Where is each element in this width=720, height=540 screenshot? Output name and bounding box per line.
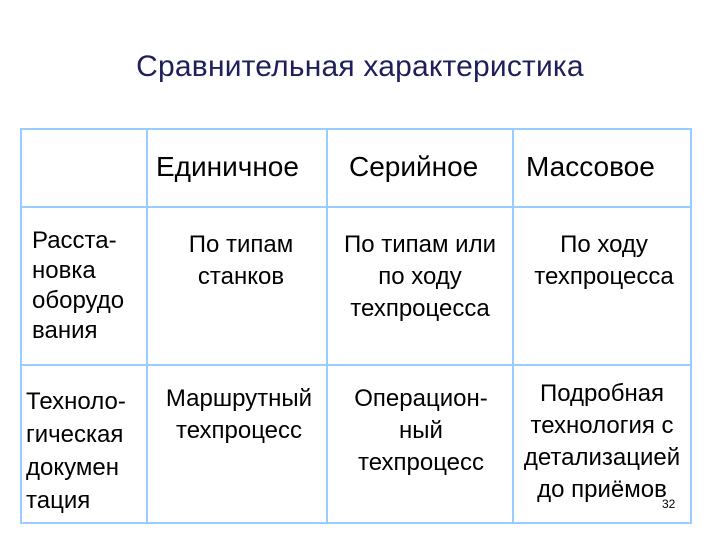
table-divider (20, 206, 692, 208)
cell-equipment-mass: По ходу техпроцесса (534, 231, 674, 290)
slide-number: 32 (662, 497, 676, 511)
cell-equipment-single: По типам станков (188, 231, 294, 290)
header-mass: Массовое (526, 151, 655, 182)
header-serial: Серийное (349, 151, 479, 182)
table-divider (326, 128, 328, 524)
cell-documentation-single: Маршрутный техпроцесс (165, 385, 313, 444)
row-label-documentation: Техноло- гическая докумен тация (26, 388, 126, 514)
row-label-equipment: Расста- новка оборудо вания (32, 227, 125, 344)
cell-equipment-serial: По типам или по ходу техпроцесса (344, 231, 496, 322)
table-divider (146, 128, 148, 524)
header-single: Единичное (156, 151, 299, 182)
cell-documentation-mass: Подробная технология с детализацией до приёмов (523, 380, 681, 503)
table-divider (20, 364, 692, 366)
cell-documentation-serial: Операцион- ный техпроцесс (354, 385, 488, 476)
slide-title: Сравнительная характеристика (136, 50, 584, 83)
